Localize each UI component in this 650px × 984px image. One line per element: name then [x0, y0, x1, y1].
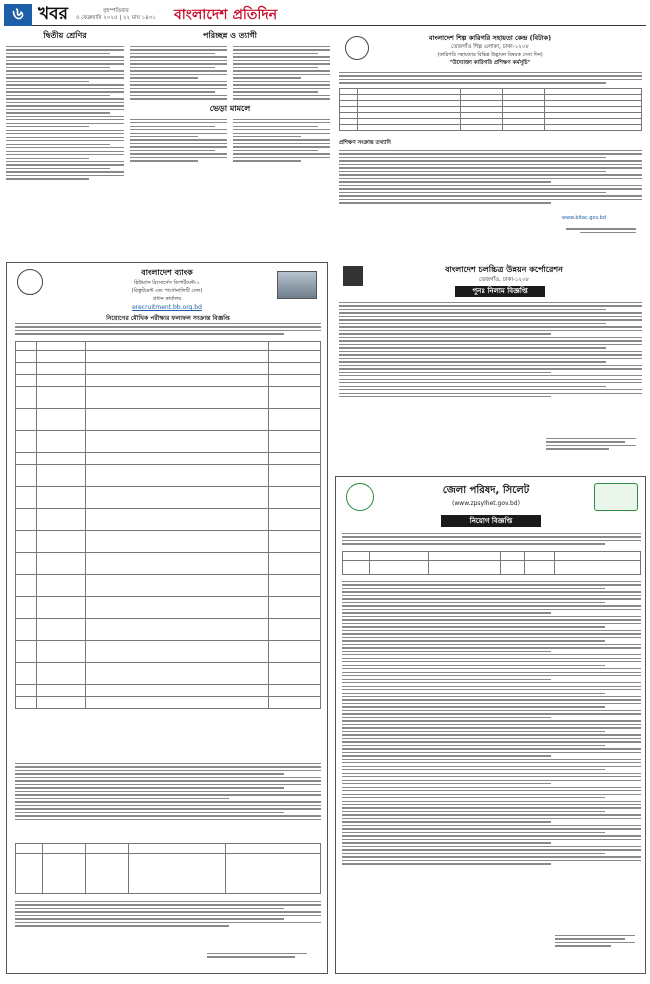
bank-intro-text — [15, 323, 321, 335]
bitac-tagline: (কারিগরি সহায়তার বিভিন্ন উদ্ভাবন বিষয়ক সেবা দিন) — [437, 52, 543, 58]
bank-results-table — [15, 341, 321, 709]
bitac-address: তেজগাঁও শিল্প এলাকা, ঢাকা-১২০৮ — [450, 44, 530, 50]
bank-title: বাংলাদেশ ব্যাংক — [141, 268, 193, 277]
zp-post-table — [342, 551, 641, 575]
page-number: ৬ — [4, 4, 32, 26]
bank-documents-table — [15, 843, 321, 894]
news-body-left — [6, 46, 124, 180]
news-body-right-2 — [233, 46, 330, 100]
bfdc-banner: পুনঃ নিলাম বিজ্ঞপ্তি — [455, 286, 545, 297]
bitac-intro-text — [339, 72, 642, 84]
bitac-website[interactable]: www.bitac.gov.bd — [561, 215, 606, 221]
zp-signature — [555, 935, 635, 947]
bitac-training-ad — [335, 30, 646, 256]
bank-website[interactable]: erecruitment.bb.org.bd — [132, 304, 202, 311]
bangladesh-bank-ad — [6, 262, 328, 974]
bank-office: প্রধান কার্যালয় — [152, 296, 182, 302]
zp-intro-text — [342, 533, 641, 545]
bfdc-title: বাংলাদেশ চলচ্চিত্র উন্নয়ন কর্পোরেশন — [445, 265, 563, 274]
bitac-program: "উদ্যোক্তা কারিগরি প্রশিক্ষণ কর্মসূচি" — [449, 60, 531, 66]
bank-campaign-photo — [277, 271, 317, 299]
date-block — [76, 8, 156, 22]
newspaper-brand: বাংলাদেশ প্রতিদিন — [173, 6, 278, 23]
bfdc-address: তেজগাঁও, ঢাকা-১২০৮ — [478, 277, 530, 283]
bitac-title: বাংলাদেশ শিল্প কারিগরি সহায়তা কেন্দ্র (বিটাক) — [428, 34, 552, 42]
bank-dept: হিউম্যান রিসোর্সেস ডিপার্টমেন্ট-১ — [134, 280, 200, 286]
bfdc-signature — [546, 438, 636, 450]
masthead — [4, 4, 646, 26]
news-article-left — [6, 30, 124, 180]
bitac-subheading: প্রশিক্ষণ সংক্রান্ত তথ্যাদি — [339, 140, 391, 146]
bank-signature — [207, 953, 307, 958]
bank-footer-text — [15, 901, 321, 927]
bfdc-logo-icon — [343, 266, 363, 286]
bank-instructions-text — [15, 763, 321, 820]
bank-cell: (রিক্রুটমেন্ট এন্ড পার্সোনালিটি সেল) — [131, 288, 203, 294]
bitac-course-table — [339, 88, 642, 131]
news-article-right — [130, 30, 330, 162]
section-name: খবর — [38, 3, 68, 24]
zp-website[interactable]: (www.zpsylhet.gov.bd) — [452, 500, 520, 507]
bank-logo-icon — [17, 269, 43, 295]
zp-conditions-text — [342, 581, 641, 865]
bitac-logo-icon — [345, 36, 369, 60]
news-headline-right: পরিচ্ছন্ন ও ত্যাগী — [203, 31, 257, 40]
news-body-right-3 — [130, 119, 227, 162]
zp-campaign-stamp — [594, 483, 638, 511]
news-body-right-1 — [130, 46, 227, 100]
news-body-right-4 — [233, 119, 330, 162]
zp-banner: নিয়োগ বিজ্ঞপ্তি — [441, 515, 541, 527]
date-line: ৫ ফেব্রুয়ারি ২০২৫ | ২২ মাঘ ১৪৩১ — [75, 14, 156, 21]
bfdc-auction-ad — [335, 262, 646, 472]
zilla-parishad-sylhet-ad — [335, 476, 646, 974]
bfdc-notice-text — [339, 302, 642, 397]
bank-notice-heading: নিয়োগের মৌখিক পরীক্ষার ফলাফল সংক্রান্ত বিজ্ঞপ্তি — [106, 315, 230, 322]
zp-title: জেলা পরিষদ, সিলেট — [442, 485, 530, 496]
bitac-terms-text — [339, 150, 642, 204]
news-subheadline: ভেড়া মামলে — [209, 103, 251, 113]
bitac-signature — [556, 225, 636, 237]
weekday: বৃহস্পতিবার — [103, 7, 129, 14]
news-headline-left: দ্বিতীয় শ্রেণির — [43, 31, 87, 40]
zp-logo-icon — [346, 483, 374, 511]
